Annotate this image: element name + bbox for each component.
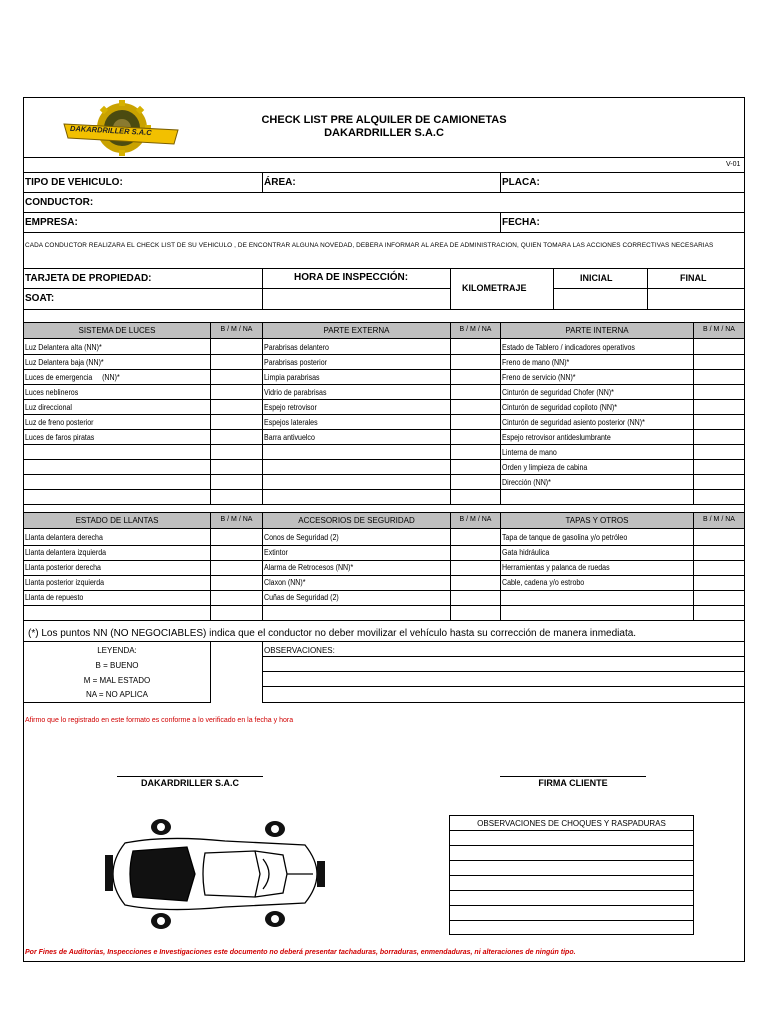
externa-item: Parabrisas posterior xyxy=(264,358,328,367)
header-accesorios: ACCESORIOS DE SEGURIDAD xyxy=(298,516,415,525)
llantas-item: Llanta delantera derecha xyxy=(25,533,103,542)
tapas-item: Cable, cadena y/o estrobo xyxy=(502,578,585,587)
header-parte-interna: PARTE INTERNA xyxy=(565,326,629,335)
interna-item: Cinturón de seguridad asiento posterior (NN)* xyxy=(502,418,645,427)
soat-label: SOAT: xyxy=(25,293,55,304)
nn-note: (*) Los puntos NN (NO NEGOCIABLES) indica que el conductor no deber movilizar el vehículo hasta su corrección de manera inmediata. xyxy=(28,628,637,639)
vehicle-damage-diagram xyxy=(105,815,327,933)
choques-title: OBSERVACIONES DE CHOQUES Y RASPADURAS xyxy=(477,819,666,828)
conductor-label: CONDUCTOR: xyxy=(25,197,94,208)
header-bmna-3: B / M / NA xyxy=(703,326,735,333)
externa-item: Limpia parabrisas xyxy=(264,373,320,382)
signature-company: DAKARDRILLER S.A.C xyxy=(141,778,239,788)
signature-client: FIRMA CLIENTE xyxy=(538,778,608,788)
accesorios-item: Cuñas de Seguridad (2) xyxy=(264,593,339,602)
form-title: CHECK LIST PRE ALQUILER DE CAMIONETAS xyxy=(261,114,507,126)
interna-item: Orden y limpieza de cabina xyxy=(502,463,588,472)
accesorios-item: Alarma de Retrocesos (NN)* xyxy=(264,563,354,572)
observaciones-label: OBSERVACIONES: xyxy=(264,646,335,655)
version-label: V-01 xyxy=(726,161,741,168)
header-bmna-1: B / M / NA xyxy=(220,326,253,333)
llantas-item: Llanta posterior derecha xyxy=(25,563,101,572)
luces-item: Luz direccional xyxy=(25,403,72,412)
interna-item: Estado de Tablero / indicadores operativos xyxy=(502,343,635,352)
luces-item: Luz Delantera baja (NN)* xyxy=(25,358,104,367)
header-bmna-2: B / M / NA xyxy=(459,326,492,333)
empresa-label: EMPRESA: xyxy=(25,217,78,228)
externa-item: Parabrisas delantero xyxy=(264,343,329,352)
notice-text: CADA CONDUCTOR REALIZARA EL CHECK LIST DE SU VEHICULO , DE ENCONTRAR ALGUNA NOVEDAD, DEBERA INFORMAR AL AREA DE ADMINISTRACION, QUIEN TOMARA LAS ACCIONES CORRECTIVAS NECESARIAS xyxy=(25,242,714,249)
luces-item: Luz de freno posterior xyxy=(25,418,94,427)
luces-item: Luz Delantera alta (NN)* xyxy=(25,343,102,352)
hora-label: HORA DE INSPECCIÓN: xyxy=(294,272,409,283)
llantas-item: Llanta de repuesto xyxy=(25,593,84,602)
tapas-item: Gata hidráulica xyxy=(502,548,550,557)
header-bmna-5: B / M / NA xyxy=(459,516,492,523)
accesorios-item: Claxon (NN)* xyxy=(264,578,306,587)
accesorios-item: Conos de Seguridad (2) xyxy=(264,533,339,542)
tarjeta-label: TARJETA DE PROPIEDAD: xyxy=(25,273,152,284)
logo-text: DAKARDRILLER S.A.C xyxy=(69,123,152,138)
interna-item: Freno de servicio (NN)* xyxy=(502,373,576,382)
luces-item: Luces de emergencia (NN)* xyxy=(25,373,120,382)
llantas-item: Llanta posterior izquierda xyxy=(25,578,105,587)
header-estado-llantas: ESTADO DE LLANTAS xyxy=(75,516,159,525)
company-logo xyxy=(62,100,180,158)
header-tapas: TAPAS Y OTROS xyxy=(565,516,629,525)
header-sistema-luces: SISTEMA DE LUCES xyxy=(78,326,156,335)
fecha-label: FECHA: xyxy=(502,217,540,228)
externa-item: Vidrio de parabrisas xyxy=(264,388,327,397)
legend-title: LEYENDA: xyxy=(97,646,137,655)
tapas-item: Herramientas y palanca de ruedas xyxy=(502,563,610,572)
header-bmna-4: B / M / NA xyxy=(220,516,253,523)
legend-na: NA = NO APLICA xyxy=(85,690,149,699)
interna-item: Freno de mano (NN)* xyxy=(502,358,570,367)
interna-item: Espejo retrovisor antideslumbrante xyxy=(502,433,611,442)
interna-item: Linterna de mano xyxy=(502,448,557,457)
interna-item: Cinturón de seguridad Chofer (NN)* xyxy=(502,388,614,397)
footer-disclaimer: Por Fines de Auditorías, Inspecciones e Investigaciones este documento no deberá presentar tachaduras, borraduras, enmendaduras, ni alteraciones de ningún tipo. xyxy=(25,949,576,956)
luces-item: Luces neblineros xyxy=(25,388,79,397)
accesorios-item: Extintor xyxy=(264,548,288,557)
kilometraje-label: KILOMETRAJE xyxy=(462,283,527,293)
header-bmna-6: B / M / NA xyxy=(703,516,735,523)
interna-item: Cinturón de seguridad copiloto (NN)* xyxy=(502,403,618,412)
placa-label: PLACA: xyxy=(502,177,540,188)
form-company: DAKARDRILLER S.A.C xyxy=(324,127,444,139)
externa-item: Barra antivuelco xyxy=(264,433,315,442)
legend-b: B = BUENO xyxy=(95,661,139,670)
luces-item: Luces de faros piratas xyxy=(25,433,95,442)
tapas-item: Tapa de tanque de gasolina y/o petróleo xyxy=(502,533,628,542)
legend-m: M = MAL ESTADO xyxy=(83,676,151,685)
affirmation-text: Afirmo que lo registrado en este formato es conforme a lo verificado en la fecha y hora xyxy=(25,717,294,724)
inicial-label: INICIAL xyxy=(580,273,613,283)
area-label: ÁREA: xyxy=(264,177,296,188)
tipo-vehiculo-label: TIPO DE VEHICULO: xyxy=(25,177,123,188)
externa-item: Espejo retrovisor xyxy=(264,403,317,412)
final-label: FINAL xyxy=(680,273,707,283)
interna-item: Dirección (NN)* xyxy=(502,478,551,487)
header-parte-externa: PARTE EXTERNA xyxy=(323,326,390,335)
externa-item: Espejos laterales xyxy=(264,418,318,427)
llantas-item: Llanta delantera izquierda xyxy=(25,548,107,557)
